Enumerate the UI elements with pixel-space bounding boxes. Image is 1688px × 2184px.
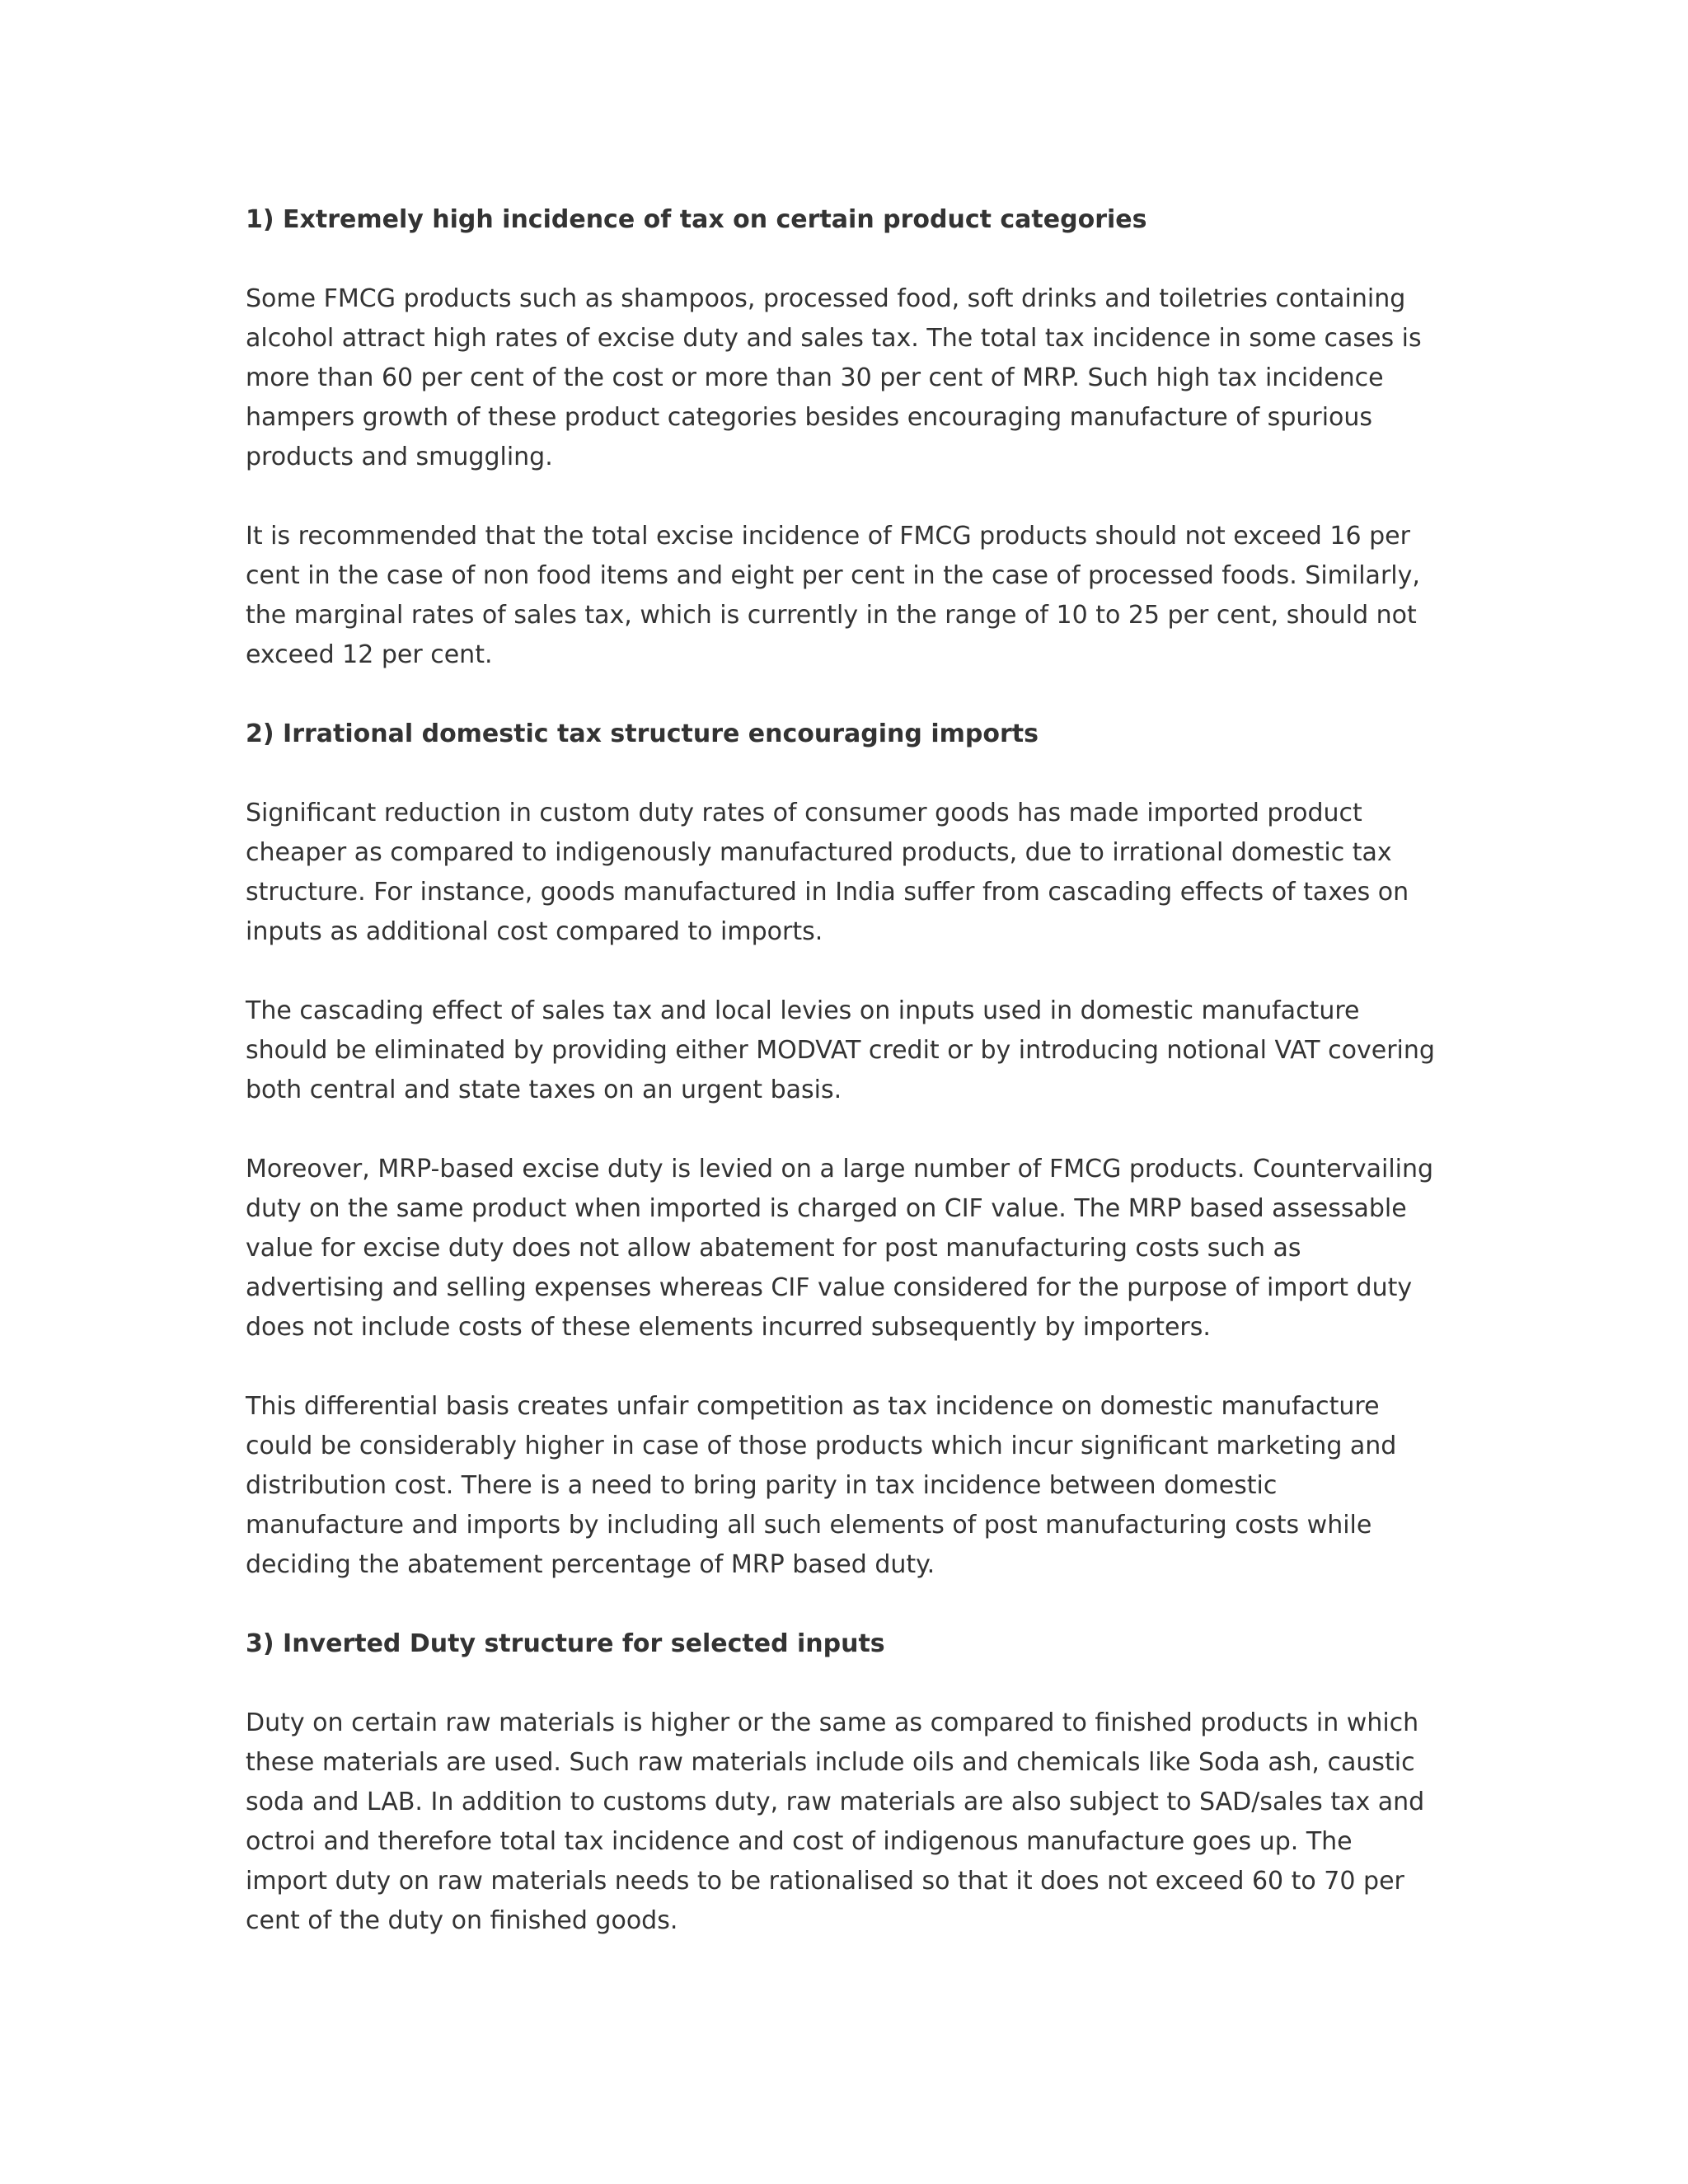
section-2-paragraph-4: This differential basis creates unfair competition as tax incidence on domestic manufacture could be considerably higher in case of those products which incur significant marketing and distribution cost. There is a need to bring parity in tax incidence between domestic manufacture and imports by including all such elements of post manufacturing costs while deciding the abatement percentage of MRP based duty. (246, 1392, 1397, 1579)
section-2-paragraph-2: The cascading effect of sales tax and local levies on inputs used in domestic manufacture should be eliminated by providing either MODVAT credit or by introducing notional VAT covering both central and state taxes on an urgent basis. (246, 996, 1435, 1104)
section-1-paragraph-2: It is recommended that the total excise incidence of FMCG products should not exceed 16 per cent in the case of non food items and eight per cent in the case of processed foods. Similarly, the marginal rates of sales tax, which is currently in the range of 10 to 25 per cent, should not exceed 12 per cent. (246, 522, 1420, 669)
section-2-paragraph-1: Significant reduction in custom duty rates of consumer goods has made imported product cheaper as compared to indigenously manufactured products, due to irrational domestic tax structure. For instance, goods manufactured in India suffer from cascading effects of taxes on inputs as additional cost compared to imports. (246, 799, 1409, 946)
document-body (246, 200, 1441, 1980)
section-2-heading: 2) Irrational domestic tax structure encouraging imports (246, 719, 1039, 748)
section-1-heading: 1) Extremely high incidence of tax on certain product categories (246, 205, 1147, 234)
section-2-paragraph-3: Moreover, MRP-based excise duty is levied on a large number of FMCG products. Countervailing duty on the same product when imported is charged on CIF value. The MRP based assessable value for excise duty does not allow abatement for post manufacturing costs such as advertising and selling expenses whereas CIF value considered for the purpose of import duty does not include costs of these elements incurred subsequently by importers. (246, 1155, 1434, 1342)
section-3-paragraph-1: Duty on certain raw materials is higher or the same as compared to finished products in which these materials are used. Such raw materials include oils and chemicals like Soda ash, caustic soda and LAB. In addition to customs duty, raw materials are also subject to SAD/sales tax and octroi and therefore total tax incidence and cost of indigenous manufacture goes up. The import duty on raw materials needs to be rationalised so that it does not exceed 60 to 70 per cent of the duty on finished goods. (246, 1708, 1425, 1935)
section-1-paragraph-1: Some FMCG products such as shampoos, processed food, soft drinks and toiletries containing alcohol attract high rates of excise duty and sales tax. The total tax incidence in some cases is more than 60 per cent of the cost or more than 30 per cent of MRP. Such high tax incidence hampers growth of these product categories besides encouraging manufacture of spurious products and smuggling. (246, 284, 1422, 471)
section-3-heading: 3) Inverted Duty structure for selected inputs (246, 1629, 885, 1658)
